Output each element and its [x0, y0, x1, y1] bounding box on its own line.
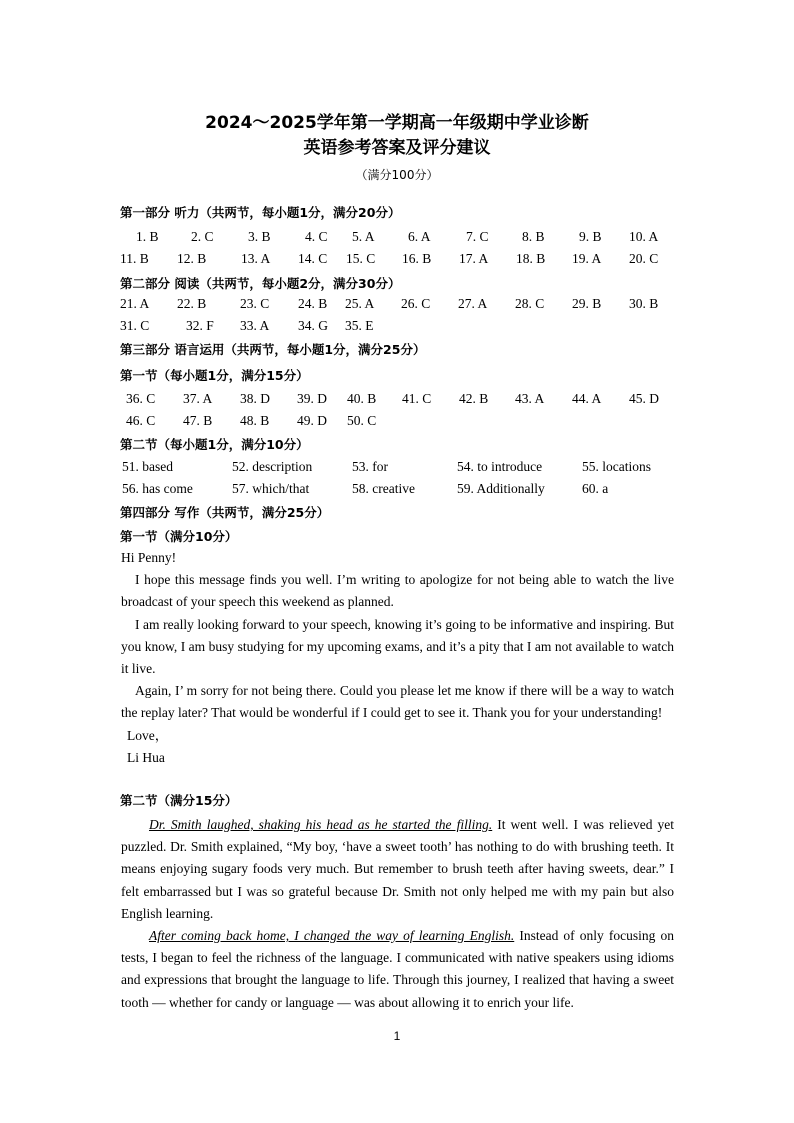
answer-row	[120, 296, 680, 318]
answer-item: 45. D	[629, 391, 659, 406]
document-subtitle: 英语参考答案及评分建议	[303, 138, 491, 158]
letter-paragraph: I hope this message finds you well. I’m writing to apologize for not being able to watch the live broadcast of your speech this weekend as planned.	[121, 572, 674, 610]
answer-item: 26. C	[401, 296, 431, 311]
story-text: It went well. I was relieved yet puzzled. Dr. Smith explained, “My boy, ‘have a sweet tooth’ has nothing to do with brushing teeth. It means enjoying sugary foods very much. But remember to brush teeth after having sweets, dear.” I felt embarrassed but I was so grateful because Dr. Smith not only helped me with my pain but also English learning.	[121, 817, 674, 921]
letter-paragraph: Again, I’ m sorry for not being there. Could you please let me know if there will be a way to watch the replay later? That would be wonderful if I could get to see it. Thank you for your understanding!	[121, 683, 674, 721]
answer-item: 57. which/that	[232, 481, 310, 496]
letter-paragraph: I am really looking forward to your speech, knowing it’s going to be informative and inspiring. But you know, I am busy studying for my upcoming exams, and it’s a pity that I am not available to watch it live.	[121, 616, 674, 677]
document-title: 2024～2025学年第一学期高一年级期中学业诊断	[205, 113, 589, 133]
part4-heading: 第四部分 写作（共两节，满分25分）	[120, 505, 330, 520]
answer-item: 58. creative	[352, 481, 415, 496]
story-text: Instead of only focusing on tests, I began to feel the richness of the language. I communicated with native speakers using idioms and expressions that brought the language to life. Through this journey, I realized that having a sweet tooth — whether for candy or language — was about allowing it to enrich your life.	[121, 928, 674, 1010]
answer-item: 8. B	[522, 229, 545, 244]
part4-section2-heading: 第二节（满分15分）	[120, 793, 238, 808]
story-given-sentence: Dr. Smith laughed, shaking his head as he started the filling.	[149, 817, 493, 832]
answer-item: 29. B	[572, 296, 602, 311]
story-paragraph	[121, 814, 674, 925]
answer-item: 59. Additionally	[457, 481, 545, 496]
answer-item: 16. B	[402, 251, 432, 266]
answer-item: 35. E	[345, 318, 374, 333]
answer-row	[120, 481, 680, 503]
answer-item: 60. a	[582, 481, 609, 496]
answer-row	[120, 229, 680, 251]
answer-item: 33. A	[240, 318, 270, 333]
answer-item: 53. for	[352, 459, 388, 474]
answer-item: 5. A	[352, 229, 375, 244]
answer-item: 54. to introduce	[457, 459, 543, 474]
answer-item: 31. C	[120, 318, 150, 333]
answer-item: 4. C	[305, 229, 328, 244]
answer-row	[120, 251, 680, 273]
answer-item: 34. G	[298, 318, 328, 333]
answer-item: 17. A	[459, 251, 489, 266]
part3-section1-answer-grid	[120, 391, 680, 435]
sample-letter	[121, 547, 674, 769]
letter-signature: Li Hua	[127, 749, 165, 765]
letter-closing: Love，	[127, 727, 169, 743]
story-paragraph	[121, 925, 674, 1014]
answer-row	[120, 459, 680, 481]
answer-item: 21. A	[120, 296, 150, 311]
part2-heading: 第二部分 阅读（共两节，每小题2分，满分30分）	[120, 276, 401, 291]
answer-item: 42. B	[459, 391, 489, 406]
answer-item: 37. A	[183, 391, 213, 406]
answer-item: 41. C	[402, 391, 432, 406]
answer-item: 15. C	[346, 251, 376, 266]
answer-item: 43. A	[515, 391, 545, 406]
answer-item: 46. C	[126, 413, 156, 428]
part4-section1-heading: 第一节（满分10分）	[120, 529, 238, 544]
answer-item: 10. A	[629, 229, 659, 244]
answer-item: 39. D	[297, 391, 327, 406]
answer-row	[120, 413, 680, 435]
answer-item: 56. has come	[122, 481, 193, 496]
part1-answer-grid	[120, 229, 680, 273]
total-score-note: （满分100分）	[355, 168, 439, 182]
answer-item: 18. B	[516, 251, 546, 266]
part2-answer-grid	[120, 296, 680, 340]
answer-item: 24. B	[298, 296, 328, 311]
answer-item: 13. A	[241, 251, 271, 266]
answer-item: 30. B	[629, 296, 659, 311]
answer-item: 7. C	[466, 229, 489, 244]
answer-item: 49. D	[297, 413, 327, 428]
answer-item: 20. C	[629, 251, 659, 266]
answer-item: 9. B	[579, 229, 602, 244]
answer-item: 6. A	[408, 229, 431, 244]
answer-item: 1. B	[136, 229, 159, 244]
answer-item: 25. A	[345, 296, 375, 311]
part3-section2-heading: 第二节（每小题1分，满分10分）	[120, 437, 309, 452]
answer-row	[120, 391, 680, 413]
answer-item: 14. C	[298, 251, 328, 266]
answer-item: 32. F	[186, 318, 214, 333]
answer-item: 28. C	[515, 296, 545, 311]
answer-item: 48. B	[240, 413, 270, 428]
part1-heading: 第一部分 听力（共两节，每小题1分，满分20分）	[120, 205, 401, 220]
answer-item: 12. B	[177, 251, 207, 266]
part3-heading: 第三部分 语言运用（共两节，每小题1分，满分25分）	[120, 342, 426, 357]
page-number: 1	[393, 1029, 401, 1043]
answer-item: 27. A	[458, 296, 488, 311]
letter-greeting: Hi Penny!	[121, 550, 177, 565]
answer-item: 47. B	[183, 413, 213, 428]
answer-item: 22. B	[177, 296, 207, 311]
answer-item: 50. C	[347, 413, 377, 428]
answer-item: 36. C	[126, 391, 156, 406]
answer-item: 38. D	[240, 391, 270, 406]
answer-item: 2. C	[191, 229, 214, 244]
answer-item: 55. locations	[582, 459, 651, 474]
answer-item: 11. B	[120, 251, 149, 266]
sample-continuation-story	[121, 814, 674, 1014]
answer-item: 44. A	[572, 391, 602, 406]
answer-item: 52. description	[232, 459, 313, 474]
answer-item: 19. A	[572, 251, 602, 266]
answer-item: 3. B	[248, 229, 271, 244]
story-given-sentence: After coming back home, I changed the way of learning English.	[149, 928, 515, 944]
answer-item: 51. based	[122, 459, 173, 474]
answer-row	[120, 318, 680, 340]
part3-section1-heading: 第一节（每小题1分，满分15分）	[120, 368, 309, 383]
part3-section2-answer-grid	[120, 459, 680, 503]
answer-item: 40. B	[347, 391, 377, 406]
answer-item: 23. C	[240, 296, 270, 311]
